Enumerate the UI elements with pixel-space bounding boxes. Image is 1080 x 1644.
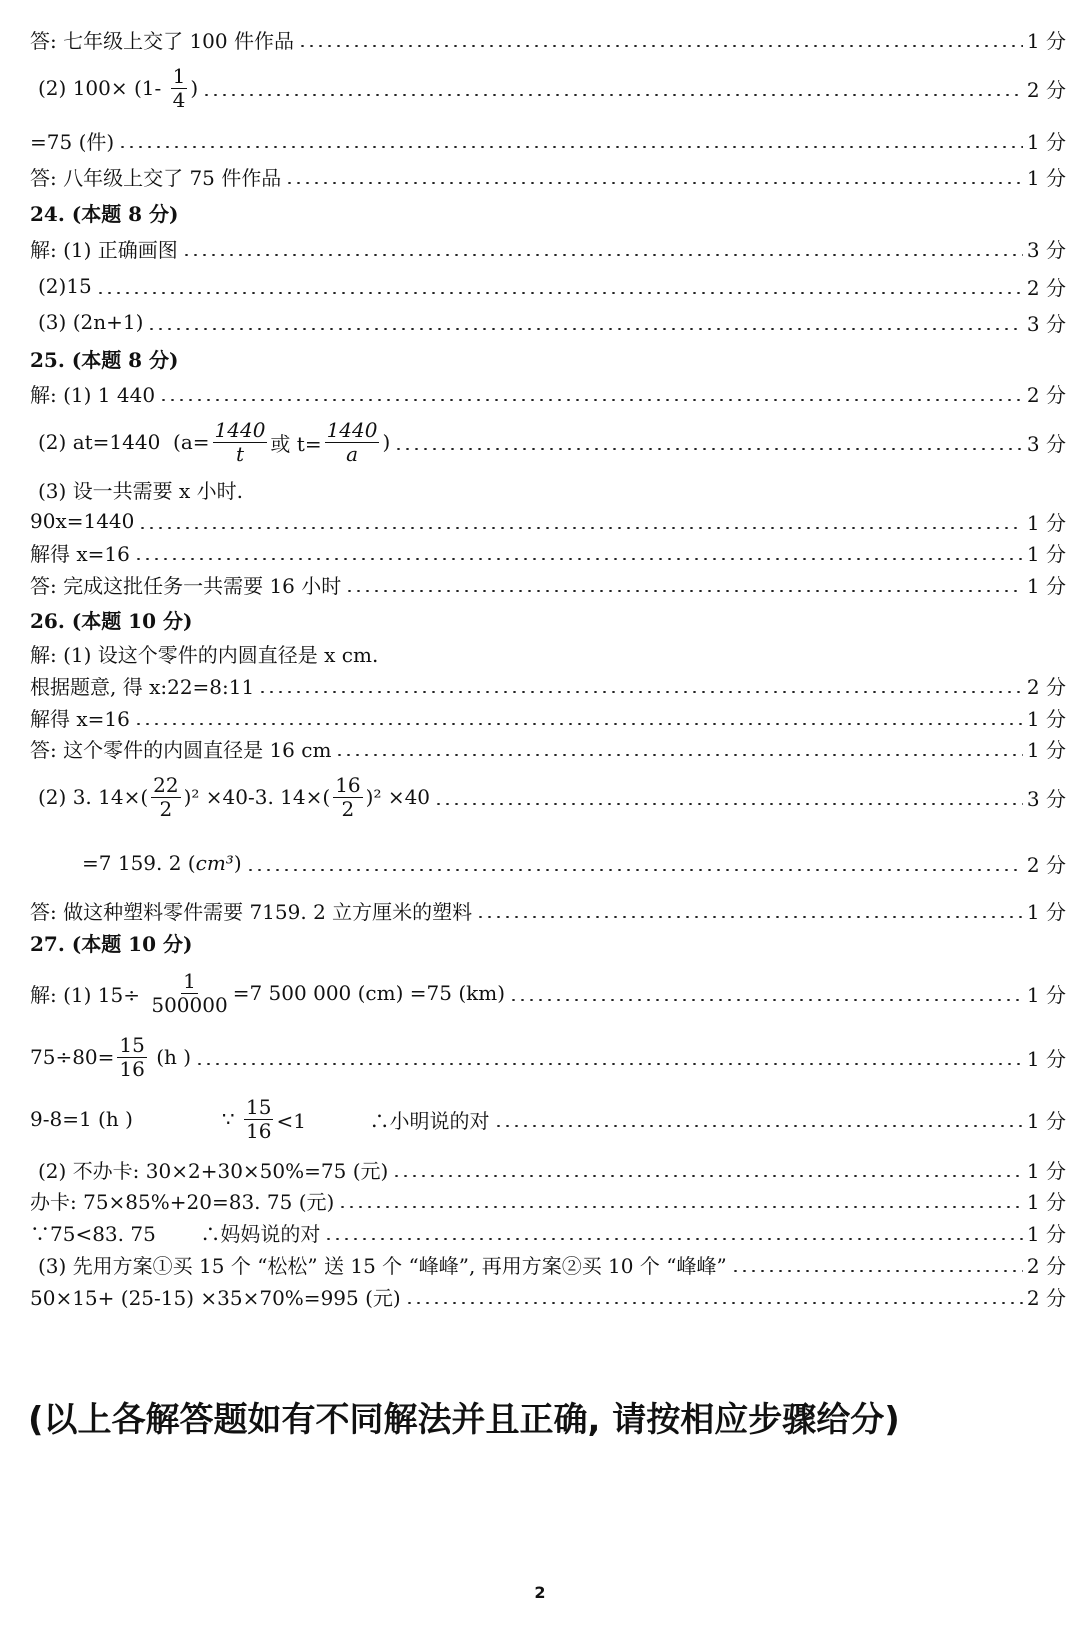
text-segment: (2) 不办卡: 30×2+30×50%=75 (元): [38, 1158, 389, 1183]
section-heading: [30, 925, 1066, 959]
answer-line: [30, 636, 1066, 670]
fraction-numerator: 1: [172, 63, 186, 88]
score-label: 1 分: [1026, 982, 1066, 1007]
fraction: [149, 970, 229, 1017]
fraction-numerator: 15: [119, 1032, 145, 1057]
score-label: 1 分: [1026, 510, 1066, 535]
text-segment: (3) 设一共需要 x 小时.: [38, 478, 244, 503]
dot-leader: [182, 254, 1023, 256]
text-segment: 9-8=1 (h ) ∵: [30, 1107, 241, 1131]
score-label: 3 分: [1026, 431, 1066, 456]
fraction-denominator: a: [346, 441, 358, 466]
line-content: [38, 1155, 388, 1184]
dot-leader: [96, 292, 1023, 294]
text-segment: 答: 七年级上交了 100 件作品: [30, 28, 294, 53]
dot-leader: [147, 328, 1023, 330]
fraction: [325, 419, 380, 466]
line-content: [30, 1096, 490, 1143]
section-heading: [30, 602, 1066, 636]
fraction: [151, 774, 180, 821]
score-label: 1 分: [1026, 899, 1066, 924]
line-content: [30, 234, 178, 263]
line-content: [30, 570, 341, 599]
score-label: 1 分: [1026, 1108, 1066, 1133]
text-segment: 答: 这个零件的内圆直径是 16 cm: [30, 737, 332, 762]
text-segment: 答: 八年级上交了 75 件作品: [30, 165, 282, 190]
score-label: 1 分: [1026, 706, 1066, 731]
dot-leader: [298, 45, 1023, 47]
fraction-denominator: 500000: [151, 992, 228, 1017]
answer-line: [38, 269, 1066, 303]
dot-leader: [394, 448, 1023, 450]
text-segment: 答: 完成这批任务一共需要 16 小时: [30, 573, 342, 598]
dot-leader: [195, 1063, 1023, 1065]
line-content: [30, 1282, 401, 1311]
score-label: 1 分: [1026, 165, 1066, 190]
answer-line: [30, 958, 1066, 1028]
score-label: 2 分: [1026, 852, 1066, 877]
line-content: [30, 734, 331, 763]
answer-line: [30, 567, 1066, 601]
line-content: [30, 703, 130, 732]
answer-line: [30, 159, 1066, 193]
text-segment: 或 t=: [270, 431, 322, 456]
text-segment: cm³: [195, 851, 234, 875]
answer-line: [38, 407, 1066, 477]
score-label: 1 分: [1026, 28, 1066, 53]
line-content: [30, 605, 192, 634]
line-content: [30, 509, 134, 533]
text-segment: <1 ∴小明说的对: [276, 1108, 490, 1133]
answer-line: [30, 731, 1066, 765]
text-segment: ): [233, 851, 242, 875]
line-content: [30, 1218, 320, 1247]
line-content: [38, 1250, 727, 1279]
score-label: 1 分: [1026, 737, 1066, 762]
line-content: [38, 274, 92, 298]
text-segment: 24. (本题 8 分): [30, 201, 179, 226]
fraction-denominator: 4: [172, 87, 186, 112]
line-content: [30, 639, 378, 668]
line-content: [38, 419, 390, 466]
dot-leader: [345, 590, 1023, 592]
answer-line: [30, 1183, 1066, 1217]
answer-line: [38, 305, 1066, 339]
answer-line: [30, 535, 1066, 569]
dot-leader: [134, 723, 1023, 725]
line-content: [38, 774, 430, 821]
section-heading: [30, 195, 1066, 229]
fraction-denominator: 16: [119, 1056, 145, 1081]
fraction: [213, 419, 268, 466]
dot-leader: [134, 558, 1023, 560]
answer-line: [82, 846, 1066, 880]
text-segment: =7 159. 2 (: [82, 851, 196, 875]
fraction: [244, 1096, 273, 1143]
dot-leader: [494, 1125, 1023, 1127]
line-content: [30, 970, 505, 1017]
score-label: 3 分: [1026, 786, 1066, 811]
line-content: [38, 310, 143, 334]
score-label: 2 分: [1026, 1253, 1066, 1278]
text-segment: =75 (件): [30, 129, 115, 154]
fraction: [333, 774, 362, 821]
text-segment: ): [382, 430, 391, 454]
score-label: 2 分: [1026, 674, 1066, 699]
score-label: 1 分: [1026, 129, 1066, 154]
fraction-numerator: 16: [335, 772, 361, 797]
text-segment: 答: 做这种塑料零件需要 7159. 2 立方厘米的塑料: [30, 899, 473, 924]
line-content: [30, 25, 294, 54]
text-segment: 解: (1) 设这个零件的内圆直径是 x cm.: [30, 642, 379, 667]
dot-leader: [509, 999, 1023, 1001]
score-label: 2 分: [1026, 77, 1066, 102]
line-content: [38, 475, 243, 504]
dot-leader: [202, 94, 1023, 96]
text-segment: 25. (本题 8 分): [30, 347, 179, 372]
line-content: [30, 671, 254, 700]
text-segment: 解: (1) 1 440: [30, 382, 156, 407]
score-label: 1 分: [1026, 1046, 1066, 1071]
text-segment: 解得 x=16: [30, 541, 130, 566]
text-segment: 50×15+ (25-15) ×35×70%=995 (元): [30, 1285, 401, 1310]
text-segment: ): [190, 76, 199, 100]
line-content: [30, 379, 155, 408]
dot-leader: [138, 527, 1023, 529]
answer-line: [38, 762, 1066, 832]
text-segment: (2) 100× (1-: [38, 76, 168, 100]
fraction: [117, 1034, 146, 1081]
score-label: 3 分: [1026, 237, 1066, 262]
dot-leader: [476, 916, 1023, 918]
score-label: 2 分: [1026, 275, 1066, 300]
answer-line: [38, 1152, 1066, 1186]
fraction-numerator: 15: [245, 1094, 272, 1119]
fraction: [171, 65, 188, 112]
text-segment: 26. (本题 10 分): [30, 608, 193, 633]
answer-line: [30, 504, 1066, 538]
dot-leader: [405, 1302, 1023, 1304]
score-label: 1 分: [1026, 1221, 1066, 1246]
fraction-numerator: 1440: [214, 417, 266, 442]
text-segment: (3) 先用方案①买 15 个 “松松” 送 15 个 “峰峰”, 再用方案②买 10 个 “峰峰”: [38, 1253, 727, 1278]
line-content: [30, 162, 281, 191]
dot-leader: [392, 1175, 1023, 1177]
score-label: 1 分: [1026, 1158, 1066, 1183]
answer-line: [30, 123, 1066, 157]
score-label: 1 分: [1026, 1189, 1066, 1214]
answer-line: [30, 1084, 1066, 1154]
text-segment: (3) (2n+1): [38, 310, 144, 334]
answer-line: [30, 668, 1066, 702]
score-label: 1 分: [1026, 541, 1066, 566]
fraction-denominator: t: [235, 441, 244, 466]
fraction-numerator: 1440: [326, 417, 378, 442]
text-segment: =7 500 000 (cm) =75 (km): [232, 981, 506, 1005]
text-segment: ∵75<83. 75 ∴妈妈说的对: [30, 1221, 321, 1246]
page-number: 2: [534, 1583, 546, 1602]
answer-line: [30, 1215, 1066, 1249]
text-segment: 27. (本题 10 分): [30, 931, 193, 956]
answer-line: [30, 700, 1066, 734]
fraction-numerator: 1: [183, 968, 196, 993]
score-label: 2 分: [1026, 1285, 1066, 1310]
text-segment: (2) 3. 14×(: [38, 785, 149, 809]
answer-line: [30, 376, 1066, 410]
fraction-denominator: 2: [159, 796, 173, 821]
dot-leader: [159, 399, 1023, 401]
answer-line: [38, 1247, 1066, 1281]
line-content: [30, 928, 192, 957]
line-content: [30, 1034, 191, 1081]
line-content: [82, 851, 242, 875]
answer-line: [30, 893, 1066, 927]
text-segment: (2)15: [38, 274, 92, 298]
line-content: [38, 65, 198, 112]
dot-leader: [246, 869, 1023, 871]
fraction-numerator: 22: [153, 772, 179, 797]
text-segment: (h ): [149, 1045, 192, 1069]
text-segment: 75÷80=: [30, 1045, 115, 1069]
dot-leader: [285, 182, 1023, 184]
dot-leader: [338, 1206, 1023, 1208]
dot-leader: [731, 1270, 1023, 1272]
answer-line: [38, 472, 1066, 506]
text-segment: 根据题意, 得 x:22=8:11: [30, 674, 255, 699]
answer-line: [30, 1279, 1066, 1313]
answer-line: [30, 231, 1066, 265]
section-heading: [30, 341, 1066, 375]
text-segment: )² ×40: [365, 785, 431, 809]
score-label: 3 分: [1026, 311, 1066, 336]
answer-line: [30, 1022, 1066, 1092]
score-label: 2 分: [1026, 382, 1066, 407]
text-segment: 解: (1) 15÷: [30, 982, 147, 1007]
answer-line: [30, 22, 1066, 56]
text-segment: )² ×40-3. 14×(: [183, 785, 331, 809]
line-content: [30, 538, 130, 567]
dot-leader: [258, 691, 1023, 693]
footer-note: (以上各解答题如有不同解法并且正确, 请按相应步骤给分): [28, 1400, 900, 1440]
text-segment: (2) at=1440 (a=: [38, 430, 210, 454]
text-segment: 办卡: 75×85%+20=83. 75 (元): [30, 1189, 335, 1214]
text-segment: 90x=1440: [30, 509, 135, 533]
dot-leader: [118, 146, 1023, 148]
dot-leader: [324, 1238, 1023, 1240]
line-content: [30, 1186, 334, 1215]
fraction-denominator: 2: [341, 796, 355, 821]
text-segment: 解: (1) 正确画图: [30, 237, 178, 262]
dot-leader: [335, 754, 1022, 756]
line-content: [30, 198, 179, 227]
fraction-denominator: 16: [245, 1118, 272, 1143]
line-content: [30, 344, 179, 373]
dot-leader: [434, 803, 1023, 805]
text-segment: 解得 x=16: [30, 706, 130, 731]
answer-line: [38, 53, 1066, 123]
line-content: [30, 126, 114, 155]
score-label: 1 分: [1026, 573, 1066, 598]
line-content: [30, 896, 472, 925]
